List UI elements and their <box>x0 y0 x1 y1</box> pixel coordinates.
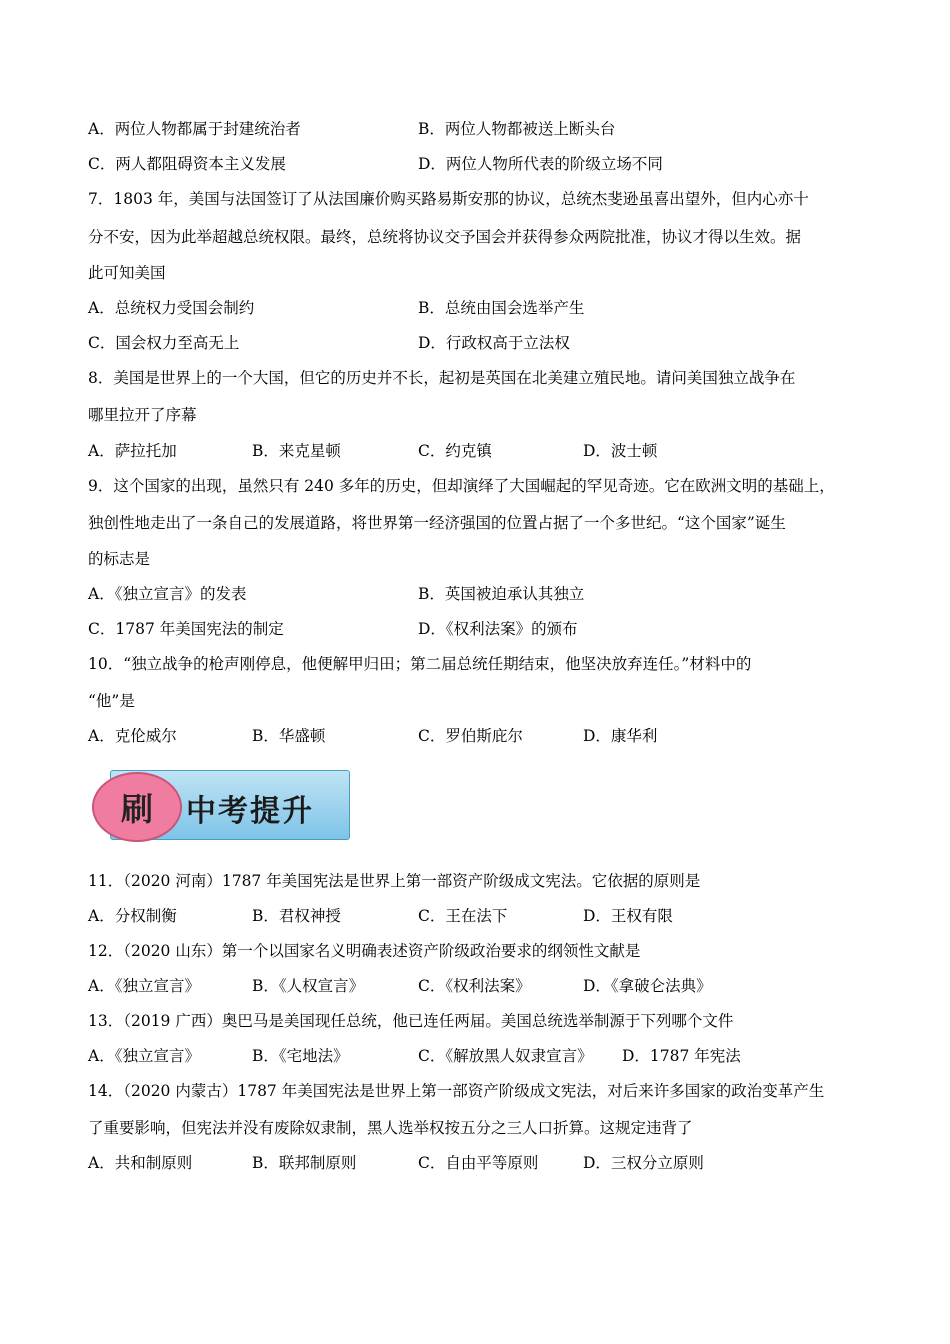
q10-option-d: D．康华利 <box>583 727 658 745</box>
q6-option-b: B．两位人物都被送上断头台 <box>418 120 616 138</box>
q13-option-a: A．《独立宣言》 <box>88 1047 200 1065</box>
q8-option-a: A．萨拉托加 <box>88 442 177 460</box>
q8-option-b: B．来克星顿 <box>252 442 341 460</box>
q6-option-a: A．两位人物都属于封建统治者 <box>88 120 301 138</box>
q7-option-b: B．总统由国会选举产生 <box>418 299 585 317</box>
q8-option-d: D．波士顿 <box>583 442 658 460</box>
q13-stem-line1: 13．（2019 广西）奥巴马是美国现任总统，他已连任两届。美国总统选举制源于下列哪个文件 <box>88 1012 734 1030</box>
q6-option-c: C．两人都阻碍资本主义发展 <box>88 155 286 173</box>
q14-stem-line1: 14．（2020 内蒙古）1787 年美国宪法是世界上第一部资产阶级成文宪法，对后来许多国家的政治变革产生 <box>88 1082 825 1100</box>
q12-option-d: D．《拿破仑法典》 <box>583 977 712 995</box>
q13-option-b: B．《宅地法》 <box>252 1047 349 1065</box>
q7-stem-line1: 7．1803 年，美国与法国签订了从法国廉价购买路易斯安那的协议，总统杰斐逊虽喜出望外，但内心亦十 <box>88 190 809 208</box>
q13-option-c: C．《解放黑人奴隶宣言》 <box>418 1047 593 1065</box>
q10-option-b: B．华盛顿 <box>252 727 326 745</box>
q14-stem-line2: 了重要影响，但宪法并没有废除奴隶制，黑人选举权按五分之三人口折算。这规定违背了 <box>88 1119 693 1137</box>
banner-title: 中考提升 <box>186 794 314 829</box>
q12-option-c: C．《权利法案》 <box>418 977 531 995</box>
q9-option-d: D．《权利法案》的颁布 <box>418 620 578 638</box>
q11-option-a: A．分权制衡 <box>88 907 177 925</box>
q12-stem-line1: 12．（2020 山东）第一个以国家名义明确表述资产阶级政治要求的纲领性文献是 <box>88 942 641 960</box>
q9-stem-line3: 的标志是 <box>88 550 151 568</box>
q11-option-d: D．王权有限 <box>583 907 673 925</box>
q8-stem-line1: 8．美国是世界上的一个大国，但它的历史并不长，起初是英国在北美建立殖民地。请问美国独立战争在 <box>88 369 796 387</box>
q8-stem-line2: 哪里拉开了序幕 <box>88 406 197 424</box>
q7-option-a: A．总统权力受国会制约 <box>88 299 255 317</box>
q7-option-d: D．行政权高于立法权 <box>418 334 570 352</box>
q10-stem-line1: 10．“独立战争的枪声刚停息，他便解甲归田；第二届总统任期结束，他坚决放弃连任。”材料中的 <box>88 655 752 673</box>
q9-option-a: A．《独立宣言》的发表 <box>88 585 247 603</box>
q11-option-c: C．王在法下 <box>418 907 508 925</box>
q7-option-c: C．国会权力至高无上 <box>88 334 240 352</box>
q10-stem-line2: “他”是 <box>88 692 135 710</box>
q9-option-c: C．1787 年美国宪法的制定 <box>88 620 284 638</box>
q8-option-c: C．约克镇 <box>418 442 492 460</box>
q12-option-b: B．《人权宣言》 <box>252 977 365 995</box>
q6-option-d: D．两位人物所代表的阶级立场不同 <box>418 155 663 173</box>
q7-stem-line2: 分不安，因为此举超越总统权限。最终，总统将协议交予国会并获得参众两院批准，协议才得以生效。据 <box>88 228 802 246</box>
q7-stem-line3: 此可知美国 <box>88 264 166 282</box>
q14-option-a: A．共和制原则 <box>88 1154 193 1172</box>
section-banner <box>90 770 350 840</box>
q11-stem-line1: 11．（2020 河南）1787 年美国宪法是世界上第一部资产阶级成文宪法。它依据的原则是 <box>88 872 701 890</box>
q14-option-d: D．三权分立原则 <box>583 1154 704 1172</box>
q9-option-b: B．英国被迫承认其独立 <box>418 585 585 603</box>
q13-option-d: D．1787 年宪法 <box>622 1047 741 1065</box>
q14-option-c: C．自由平等原则 <box>418 1154 539 1172</box>
q10-option-a: A．克伦威尔 <box>88 727 177 745</box>
q11-option-b: B．君权神授 <box>252 907 341 925</box>
q12-option-a: A．《独立宣言》 <box>88 977 200 995</box>
q9-stem-line1: 9．这个国家的出现，虽然只有 240 多年的历史，但却演绎了大国崛起的罕见奇迹。它在欧洲文明的基础上， <box>88 477 835 495</box>
banner-badge: 刷 <box>92 772 182 842</box>
q14-option-b: B．联邦制原则 <box>252 1154 357 1172</box>
q9-stem-line2: 独创性地走出了一条自己的发展道路，将世界第一经济强国的位置占据了一个多世纪。“这个国家”诞生 <box>88 514 786 532</box>
q10-option-c: C．罗伯斯庇尔 <box>418 727 523 745</box>
